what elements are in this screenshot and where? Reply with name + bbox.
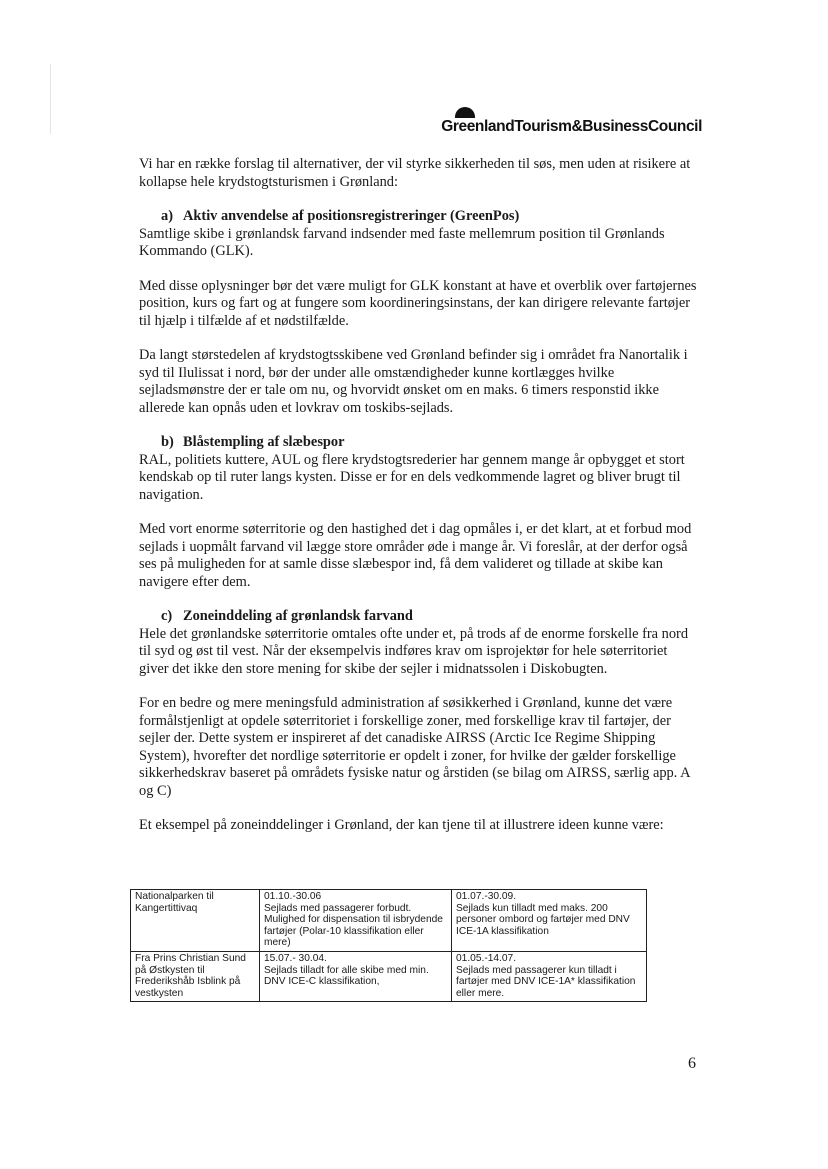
section-a-paragraph-2: Med disse oplysninger bør det være muligt for GLK konstant at have et overblik over fartøjernes position, kurs og fart og at fungere som koordineringsinstans, der kan dirigere relevante fartøjer til hjælp i tilfælde af et nødstilfælde. bbox=[139, 277, 697, 329]
page-number: 6 bbox=[688, 1055, 696, 1072]
table-cell-region: Nationalparken til Kangertittivaq bbox=[131, 890, 260, 952]
table-row bbox=[131, 890, 647, 952]
table-cell-period-2 bbox=[452, 951, 647, 1001]
section-c-paragraph-2: For en bedre og mere meningsfuld administration af søsikkerhed i Grønland, kunne det være formålstjenligt at opdele søterritoriet i forskellige zoner, med forskellige krav til fartøjer, der sejler der. Dette system er inspireret af det canadiske AIRSS (Arctic Ice Regime Shipping System), hvorefter det nordlige søterritorie er opdelt i zoner, for hvilke der gælder forskellige sikkerhedskrav baseret på områdets fysiske natur og årstiden (se bilag om AIRSS, særlig app. A og C) bbox=[139, 695, 690, 799]
section-c-paragraph-3: Et eksempel på zoneinddelinger i Grønland, der kan tjene til at illustrere ideen kunne være: bbox=[139, 817, 664, 833]
period-date: 01.07.-30.09. bbox=[456, 891, 517, 902]
section-a-heading bbox=[139, 208, 699, 226]
section-c-heading bbox=[139, 608, 699, 626]
scan-margin-line bbox=[50, 64, 51, 134]
logo-prefix: Gr bbox=[441, 118, 459, 135]
period-date: 01.05.-14.07. bbox=[456, 952, 517, 964]
period-date: 01.10.-30.06 bbox=[264, 891, 322, 902]
table-cell-region: Fra Prins Christian Sund på Østkysten til Frederikshåb Isblink på vestkysten bbox=[131, 951, 260, 1001]
period-date: 15.07.- 30.04. bbox=[264, 952, 327, 964]
period-rule: Sejlads med passagerer forbudt. Mulighed for dispensation til isbrydende fartøjer (Polar-10 klassifikation eller mere) bbox=[264, 902, 443, 949]
intro-paragraph: Vi har en række forslag til alternativer, der vil styrke sikkerheden til søs, men uden at risikere at kollapse hele krydstogtsturismen i Grønland: bbox=[139, 156, 691, 190]
section-b-paragraph-1: RAL, politiets kuttere, AUL og flere krydstogtsrederier har gennem mange år opbygget et stort kendskab op til ruter langs kysten. Disse er for en dels vedkommende lagret og bliver brugt til navigation. bbox=[139, 451, 685, 503]
section-b-label: b) bbox=[161, 434, 174, 450]
section-c-paragraph-1: Hele det grønlandske søterritorie omtales ofte under et, på trods af de enorme forskelle fra nord til syd og øst til vest. Når der eksempelvis indføres krav om isprojektør for hele søterritoriet giver det ikke den store mening for skibe der sejler i midnatssolen i Diskobugten. bbox=[139, 625, 689, 677]
section-b-heading bbox=[139, 434, 699, 452]
body-text bbox=[139, 156, 699, 835]
section-a-label: a) bbox=[161, 208, 173, 224]
table-cell-period-1 bbox=[260, 890, 452, 952]
table-cell-period-2 bbox=[452, 890, 647, 952]
period-rule: Sejlads tilladt for alle skibe med min. DNV ICE-C klassifikation, bbox=[264, 964, 429, 988]
section-b-paragraph-2: Med vort enorme søterritorie og den hastighed det i dag opmåles i, er det klart, at et forbud mod sejlads i uopmålt farvand vil lægge store områder øde i mange år. Vi foreslår, at der derfor også ses på muligheden for at samle disse slæbespor ind, få dem valideret og tillade at skibe kan navigere efter dem. bbox=[139, 521, 692, 590]
table-row bbox=[131, 951, 647, 1001]
section-c-label: c) bbox=[161, 608, 173, 624]
council-logo bbox=[441, 118, 702, 136]
section-a-paragraph-1: Samtlige skibe i grønlandsk farvand indsender med faste mellemrum position til Grønlands Kommando (GLK). bbox=[139, 225, 665, 259]
logo-dome-icon bbox=[455, 107, 475, 118]
section-a-paragraph-3: Da langt størstedelen af krydstogtsskibene ved Grønland befinder sig i området fra Nanortalik i syd til Ilulissat i nord, bør der under alle omstændigheder kunne kortlægges hvilke sejladsmønstre der er tale om nu, og hvorvidt ønsket om en maks. 6 timers responstid ikke allerede kan opnås uden et lovkrav om toskibs-sejlads. bbox=[139, 347, 688, 416]
period-rule: Sejlads kun tilladt med maks. 200 personer ombord og fartøjer med DNV ICE-1A klassifikation bbox=[456, 902, 630, 937]
section-a-title: Aktiv anvendelse af positionsregistreringer (GreenPos) bbox=[183, 208, 520, 224]
period-rule: Sejlads med passagerer kun tilladt i fartøjer med DNV ICE-1A* klassifikation eller mere. bbox=[456, 964, 636, 999]
table-cell-period-1 bbox=[260, 951, 452, 1001]
logo-suffix: eenlandTourism&BusinessCouncil bbox=[458, 118, 702, 135]
section-c-title: Zoneinddeling af grønlandsk farvand bbox=[183, 608, 413, 624]
section-b-title: Blåstempling af slæbespor bbox=[183, 434, 345, 450]
zone-table bbox=[130, 889, 647, 1002]
